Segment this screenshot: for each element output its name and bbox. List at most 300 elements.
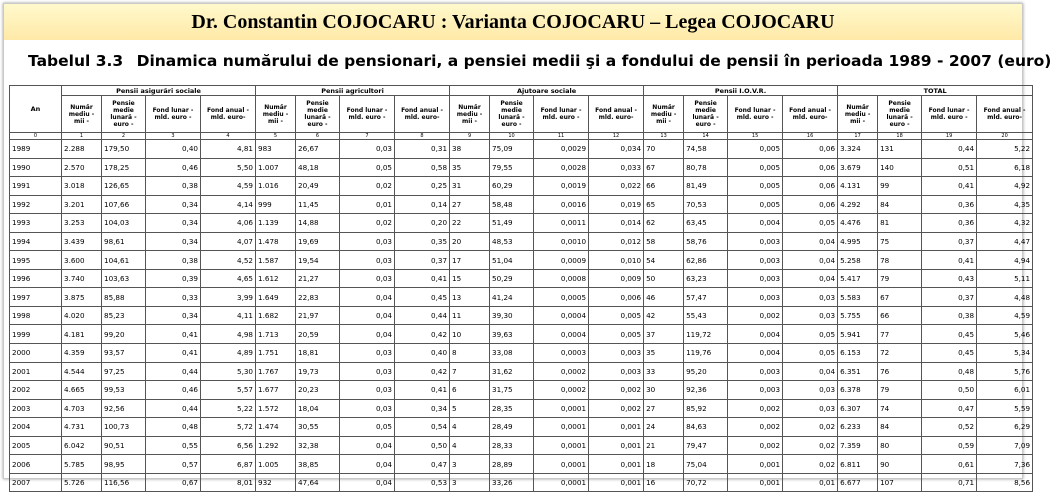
table-title: Dinamica numărului de pensionari, a pensiei medii şi a fondului de pensii în perioada 1989 - 2007 (euro) — [136, 52, 1051, 70]
data-cell: 4.131 — [838, 177, 878, 196]
column-header: Fond anual - mld. euro- — [783, 96, 838, 133]
data-cell: 0,41 — [395, 381, 450, 400]
data-cell: 6.351 — [838, 362, 878, 381]
data-cell: 80 — [878, 436, 922, 455]
data-cell: 4.995 — [838, 232, 878, 251]
data-cell: 42 — [644, 306, 684, 325]
data-cell: 97,25 — [102, 362, 146, 381]
data-cell: 0,34 — [146, 195, 201, 214]
data-cell: 17 — [450, 251, 490, 270]
data-cell: 0,04 — [783, 269, 838, 288]
column-index-cell: 16 — [783, 133, 838, 140]
data-cell: 32,38 — [296, 436, 340, 455]
data-cell: 0,0009 — [534, 251, 589, 270]
data-cell: 39,30 — [490, 306, 534, 325]
data-cell: 0,034 — [589, 140, 644, 159]
column-header: Număr mediu - mii - — [256, 96, 296, 133]
data-cell: 2.288 — [62, 140, 102, 159]
data-cell: 0,02 — [783, 436, 838, 455]
data-cell: 0,71 — [922, 473, 977, 492]
data-cell: 0,01 — [783, 473, 838, 492]
data-cell: 79 — [878, 269, 922, 288]
data-cell: 0,005 — [728, 177, 783, 196]
data-cell: 999 — [256, 195, 296, 214]
data-cell: 6.153 — [838, 344, 878, 363]
data-cell: 28,33 — [490, 436, 534, 455]
data-cell: 0,005 — [728, 158, 783, 177]
data-cell: 6,18 — [977, 158, 1033, 177]
data-cell: 119,72 — [684, 325, 728, 344]
data-cell: 5,72 — [201, 418, 256, 437]
year-cell: 1991 — [10, 177, 62, 196]
data-cell: 0,40 — [146, 140, 201, 159]
data-cell: 0,0002 — [534, 362, 589, 381]
column-header: Fond lunar - mld. euro - — [146, 96, 201, 133]
data-cell: 0,03 — [340, 344, 395, 363]
data-cell: 4,07 — [201, 232, 256, 251]
data-cell: 0,004 — [728, 344, 783, 363]
year-cell: 2004 — [10, 418, 62, 437]
data-cell: 4.292 — [838, 195, 878, 214]
data-cell: 0,0016 — [534, 195, 589, 214]
column-index-cell: 2 — [102, 133, 146, 140]
data-cell: 0,37 — [922, 232, 977, 251]
year-cell: 2001 — [10, 362, 62, 381]
data-cell: 5,22 — [201, 399, 256, 418]
data-cell: 5.258 — [838, 251, 878, 270]
column-index-cell: 11 — [534, 133, 589, 140]
table-row — [10, 436, 1033, 455]
column-header: Fond anual - mld. euro- — [201, 96, 256, 133]
data-cell: 0,04 — [340, 455, 395, 474]
data-cell: 10 — [450, 325, 490, 344]
data-cell: 92,36 — [684, 381, 728, 400]
data-cell: 6.307 — [838, 399, 878, 418]
data-cell: 11 — [450, 306, 490, 325]
column-index-cell: 3 — [146, 133, 201, 140]
data-cell: 84,63 — [684, 418, 728, 437]
data-cell: 2.570 — [62, 158, 102, 177]
data-cell: 18,04 — [296, 399, 340, 418]
data-cell: 4.181 — [62, 325, 102, 344]
data-cell: 0,0003 — [534, 344, 589, 363]
data-cell: 1.751 — [256, 344, 296, 363]
data-cell: 0,14 — [395, 195, 450, 214]
table-row — [10, 195, 1033, 214]
data-cell: 5,76 — [977, 362, 1033, 381]
data-cell: 21,27 — [296, 269, 340, 288]
data-cell: 0,41 — [395, 269, 450, 288]
table-body — [10, 140, 1033, 492]
data-cell: 6,01 — [977, 381, 1033, 400]
data-cell: 5,22 — [977, 140, 1033, 159]
data-cell: 0,43 — [922, 269, 977, 288]
table-row — [10, 325, 1033, 344]
data-cell: 4 — [450, 418, 490, 437]
data-cell: 7,36 — [977, 455, 1033, 474]
data-cell: 74,58 — [684, 140, 728, 159]
data-cell: 1.682 — [256, 306, 296, 325]
data-cell: 92,56 — [102, 399, 146, 418]
data-cell: 8,56 — [977, 473, 1033, 492]
year-cell: 2002 — [10, 381, 62, 400]
data-cell: 4.703 — [62, 399, 102, 418]
data-cell: 0,44 — [146, 399, 201, 418]
data-cell: 28,89 — [490, 455, 534, 474]
data-cell: 0,012 — [589, 232, 644, 251]
data-cell: 100,73 — [102, 418, 146, 437]
page-banner: Dr. Constantin COJOCARU : Varianta COJOCARU – Legea COJOCARU — [4, 4, 1022, 40]
data-cell: 4,52 — [201, 251, 256, 270]
data-cell: 4,59 — [201, 177, 256, 196]
data-cell: 0,0029 — [534, 140, 589, 159]
data-cell: 60,29 — [490, 177, 534, 196]
data-cell: 19,54 — [296, 251, 340, 270]
data-cell: 0,06 — [783, 177, 838, 196]
data-cell: 104,61 — [102, 251, 146, 270]
data-cell: 0,0004 — [534, 306, 589, 325]
data-cell: 0,005 — [728, 195, 783, 214]
data-cell: 0,019 — [589, 195, 644, 214]
data-cell: 0,0001 — [534, 418, 589, 437]
column-header: Fond lunar - mld. euro - — [340, 96, 395, 133]
table-row — [10, 288, 1033, 307]
data-cell: 103,63 — [102, 269, 146, 288]
data-cell: 20,49 — [296, 177, 340, 196]
data-cell: 0,45 — [922, 344, 977, 363]
data-cell: 70,53 — [684, 195, 728, 214]
data-cell: 70,72 — [684, 473, 728, 492]
table-row — [10, 269, 1033, 288]
data-cell: 0,47 — [922, 399, 977, 418]
data-cell: 104,03 — [102, 214, 146, 233]
data-cell: 0,47 — [395, 455, 450, 474]
column-index-cell: 5 — [256, 133, 296, 140]
data-cell: 0,34 — [395, 399, 450, 418]
data-cell: 99 — [878, 177, 922, 196]
data-cell: 62 — [644, 214, 684, 233]
data-cell: 4,98 — [201, 325, 256, 344]
data-cell: 0,48 — [146, 418, 201, 437]
data-cell: 0,53 — [395, 473, 450, 492]
data-cell: 0,0004 — [534, 325, 589, 344]
data-cell: 0,03 — [340, 251, 395, 270]
data-cell: 3.253 — [62, 214, 102, 233]
year-cell: 1993 — [10, 214, 62, 233]
data-cell: 0,001 — [589, 436, 644, 455]
data-cell: 0,003 — [589, 362, 644, 381]
year-cell: 2006 — [10, 455, 62, 474]
data-cell: 0,03 — [340, 399, 395, 418]
data-cell: 3,99 — [201, 288, 256, 307]
column-header: Fond lunar - mld. euro - — [534, 96, 589, 133]
data-cell: 90 — [878, 455, 922, 474]
data-cell: 178,25 — [102, 158, 146, 177]
data-cell: 3.740 — [62, 269, 102, 288]
column-index-cell: 14 — [684, 133, 728, 140]
data-cell: 0,02 — [340, 177, 395, 196]
data-cell: 0,46 — [146, 158, 201, 177]
column-header: Fond anual - mld. euro- — [395, 96, 450, 133]
data-cell: 63,23 — [684, 269, 728, 288]
data-cell: 7.359 — [838, 436, 878, 455]
data-cell: 48,53 — [490, 232, 534, 251]
data-cell: 0,05 — [340, 158, 395, 177]
data-cell: 4,11 — [201, 306, 256, 325]
year-cell: 1996 — [10, 269, 62, 288]
column-index-cell: 20 — [977, 133, 1033, 140]
data-cell: 81,49 — [684, 177, 728, 196]
table-row — [10, 344, 1033, 363]
data-cell: 3.875 — [62, 288, 102, 307]
year-cell: 2003 — [10, 399, 62, 418]
data-cell: 0,41 — [146, 344, 201, 363]
data-cell: 67 — [644, 158, 684, 177]
group-header: Ajutoare sociale — [450, 86, 644, 96]
data-cell: 50,29 — [490, 269, 534, 288]
data-cell: 84 — [878, 195, 922, 214]
data-cell: 0,25 — [395, 177, 450, 196]
data-cell: 1.005 — [256, 455, 296, 474]
data-cell: 0,0028 — [534, 158, 589, 177]
data-cell: 4.476 — [838, 214, 878, 233]
data-cell: 0,0008 — [534, 269, 589, 288]
data-cell: 19,73 — [296, 362, 340, 381]
data-cell: 0,44 — [922, 140, 977, 159]
data-cell: 26,67 — [296, 140, 340, 159]
data-cell: 4,06 — [201, 214, 256, 233]
year-cell: 2007 — [10, 473, 62, 492]
data-cell: 0,42 — [395, 362, 450, 381]
data-cell: 58,76 — [684, 232, 728, 251]
data-cell: 79 — [878, 381, 922, 400]
data-cell: 21,97 — [296, 306, 340, 325]
data-cell: 5,59 — [977, 399, 1033, 418]
group-header-row — [10, 86, 1033, 96]
data-cell: 6.811 — [838, 455, 878, 474]
data-cell: 20,23 — [296, 381, 340, 400]
data-cell: 0,52 — [922, 418, 977, 437]
data-cell: 0,34 — [146, 214, 201, 233]
data-cell: 81 — [878, 214, 922, 233]
data-cell: 57,47 — [684, 288, 728, 307]
data-cell: 0,03 — [340, 362, 395, 381]
data-cell: 6.233 — [838, 418, 878, 437]
data-cell: 3 — [450, 455, 490, 474]
data-cell: 3.439 — [62, 232, 102, 251]
data-cell: 0,04 — [340, 325, 395, 344]
data-cell: 0,003 — [728, 288, 783, 307]
data-cell: 4.020 — [62, 306, 102, 325]
data-cell: 0,38 — [146, 251, 201, 270]
data-cell: 3.201 — [62, 195, 102, 214]
data-cell: 99,53 — [102, 381, 146, 400]
data-cell: 31,62 — [490, 362, 534, 381]
data-cell: 1.677 — [256, 381, 296, 400]
data-cell: 39,63 — [490, 325, 534, 344]
data-cell: 0,50 — [395, 436, 450, 455]
data-cell: 1.572 — [256, 399, 296, 418]
data-cell: 33,26 — [490, 473, 534, 492]
data-cell: 66 — [878, 306, 922, 325]
data-cell: 85,88 — [102, 288, 146, 307]
data-cell: 76 — [878, 362, 922, 381]
data-cell: 0,04 — [340, 306, 395, 325]
data-cell: 0,03 — [783, 288, 838, 307]
data-cell: 20,59 — [296, 325, 340, 344]
data-cell: 0,04 — [783, 232, 838, 251]
data-cell: 5.755 — [838, 306, 878, 325]
data-cell: 0,02 — [783, 455, 838, 474]
data-cell: 107 — [878, 473, 922, 492]
column-index-cell: 8 — [395, 133, 450, 140]
data-cell: 0,005 — [589, 325, 644, 344]
data-cell: 0,003 — [728, 269, 783, 288]
data-cell: 0,01 — [340, 195, 395, 214]
data-cell: 1.478 — [256, 232, 296, 251]
data-cell: 932 — [256, 473, 296, 492]
year-cell: 2000 — [10, 344, 62, 363]
data-cell: 0,35 — [395, 232, 450, 251]
data-cell: 4,47 — [977, 232, 1033, 251]
data-cell: 0,03 — [340, 140, 395, 159]
table-row — [10, 306, 1033, 325]
data-cell: 21 — [644, 436, 684, 455]
data-cell: 75,09 — [490, 140, 534, 159]
data-cell: 0,003 — [728, 381, 783, 400]
data-cell: 5.726 — [62, 473, 102, 492]
data-cell: 5,57 — [201, 381, 256, 400]
data-cell: 51,49 — [490, 214, 534, 233]
data-cell: 33 — [644, 362, 684, 381]
data-cell: 51,04 — [490, 251, 534, 270]
data-cell: 0,0002 — [534, 381, 589, 400]
data-cell: 1.292 — [256, 436, 296, 455]
data-cell: 3 — [450, 473, 490, 492]
data-cell: 0,61 — [922, 455, 977, 474]
data-cell: 1.649 — [256, 288, 296, 307]
data-cell: 4,32 — [977, 214, 1033, 233]
data-cell: 30,55 — [296, 418, 340, 437]
column-index-cell: 0 — [10, 133, 62, 140]
data-cell: 0,57 — [146, 455, 201, 474]
column-header: Pensie medie lunară - euro - — [296, 96, 340, 133]
data-cell: 131 — [878, 140, 922, 159]
data-cell: 1.139 — [256, 214, 296, 233]
data-cell: 90,51 — [102, 436, 146, 455]
data-cell: 6.677 — [838, 473, 878, 492]
data-cell: 0,004 — [728, 214, 783, 233]
data-cell: 65 — [644, 195, 684, 214]
data-cell: 0,54 — [395, 418, 450, 437]
table-row — [10, 140, 1033, 159]
data-cell: 66 — [644, 177, 684, 196]
table-row — [10, 473, 1033, 492]
data-cell: 5 — [450, 399, 490, 418]
column-header-row — [10, 96, 1033, 133]
data-cell: 13 — [450, 288, 490, 307]
table-row — [10, 232, 1033, 251]
data-cell: 0,41 — [922, 251, 977, 270]
data-cell: 67 — [878, 288, 922, 307]
data-cell: 3.679 — [838, 158, 878, 177]
data-cell: 0,46 — [146, 381, 201, 400]
data-cell: 18,81 — [296, 344, 340, 363]
column-index-cell: 6 — [296, 133, 340, 140]
data-cell: 0,05 — [783, 214, 838, 233]
data-cell: 4,81 — [201, 140, 256, 159]
data-cell: 0,36 — [922, 195, 977, 214]
data-cell: 5,46 — [977, 325, 1033, 344]
data-cell: 7,09 — [977, 436, 1033, 455]
year-cell: 2005 — [10, 436, 62, 455]
data-cell: 5.785 — [62, 455, 102, 474]
data-cell: 0,02 — [340, 214, 395, 233]
data-cell: 79,47 — [684, 436, 728, 455]
column-header: Pensie medie lunară - euro - — [102, 96, 146, 133]
table-row — [10, 381, 1033, 400]
data-cell: 6.378 — [838, 381, 878, 400]
column-index-cell: 4 — [201, 133, 256, 140]
data-cell: 20 — [450, 232, 490, 251]
data-cell: 0,45 — [395, 288, 450, 307]
data-cell: 0,0001 — [534, 436, 589, 455]
data-cell: 983 — [256, 140, 296, 159]
data-cell: 47,64 — [296, 473, 340, 492]
year-header: An — [10, 86, 62, 133]
data-cell: 116,56 — [102, 473, 146, 492]
group-header: TOTAL — [838, 86, 1033, 96]
data-cell: 5,11 — [977, 269, 1033, 288]
data-cell: 33,08 — [490, 344, 534, 363]
data-cell: 4,59 — [977, 306, 1033, 325]
column-index-cell: 9 — [450, 133, 490, 140]
column-header: Pensie medie lunară - euro - — [490, 96, 534, 133]
data-cell: 4.665 — [62, 381, 102, 400]
column-header: Număr mediu - mii - — [450, 96, 490, 133]
data-cell: 35 — [644, 344, 684, 363]
data-cell: 46 — [644, 288, 684, 307]
column-index-cell: 7 — [340, 133, 395, 140]
data-cell: 0,55 — [146, 436, 201, 455]
year-cell: 1999 — [10, 325, 62, 344]
data-cell: 30 — [644, 381, 684, 400]
data-cell: 0,20 — [395, 214, 450, 233]
data-cell: 0,50 — [922, 381, 977, 400]
table-row — [10, 418, 1033, 437]
year-cell: 1989 — [10, 140, 62, 159]
data-cell: 0,59 — [922, 436, 977, 455]
data-cell: 5.583 — [838, 288, 878, 307]
data-cell: 4,65 — [201, 269, 256, 288]
data-cell: 0,0001 — [534, 399, 589, 418]
table-row — [10, 158, 1033, 177]
data-cell: 0,48 — [922, 362, 977, 381]
data-cell: 0,001 — [728, 455, 783, 474]
data-cell: 0,002 — [728, 418, 783, 437]
data-cell: 0,003 — [728, 362, 783, 381]
data-cell: 5.941 — [838, 325, 878, 344]
data-cell: 0,022 — [589, 177, 644, 196]
data-cell: 78 — [878, 251, 922, 270]
table-row — [10, 214, 1033, 233]
column-header: Număr mediu - mii - — [838, 96, 878, 133]
data-cell: 79,55 — [490, 158, 534, 177]
data-cell: 1.016 — [256, 177, 296, 196]
data-cell: 0,05 — [340, 418, 395, 437]
table-row — [10, 455, 1033, 474]
data-cell: 35 — [450, 158, 490, 177]
